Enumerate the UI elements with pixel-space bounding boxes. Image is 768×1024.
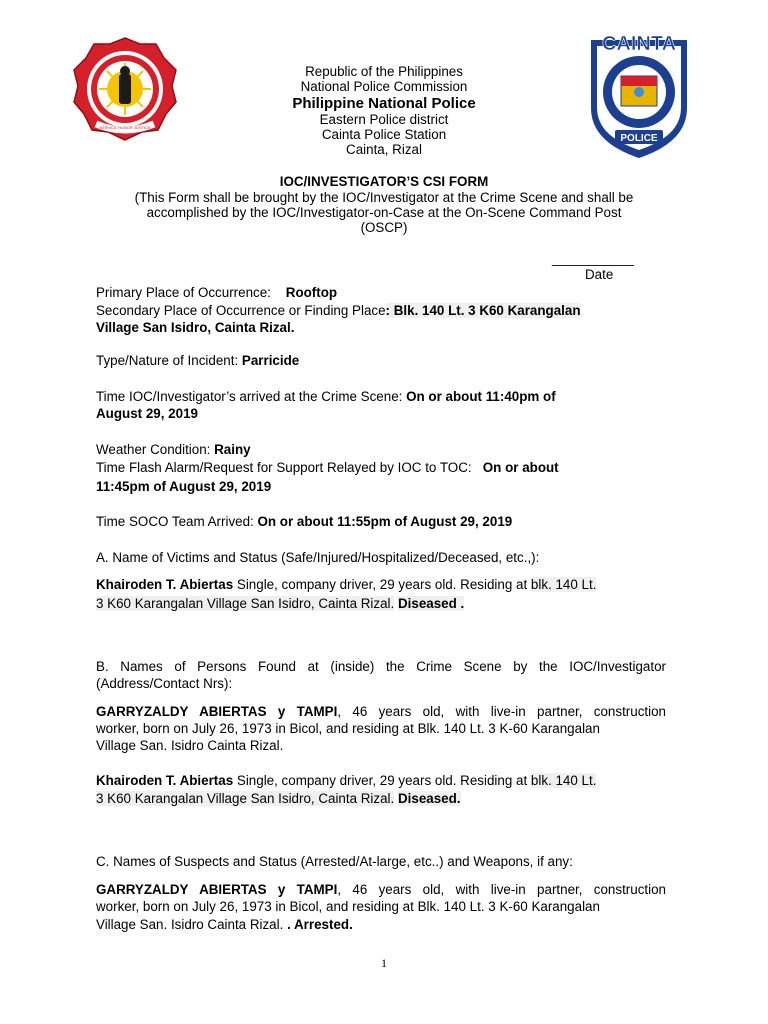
suspect-name: GARRYZALDY ABIERTAS y TAMPI <box>96 882 338 897</box>
person2-description: Single, company driver, 29 years old. Residing at <box>236 773 528 788</box>
person2-address-start: blk. 140 Lt. <box>530 773 597 788</box>
section-b-person1-line2: worker, born on July 26, 1973 in Bicol, and residing at Blk. 140 Lt. 3 K-60 Karangalan <box>96 721 600 736</box>
date-blank-line: ___________ <box>552 251 634 266</box>
person2-status: Diseased. <box>397 791 461 806</box>
header-district: Eastern Police district <box>319 112 449 127</box>
section-c-suspect-line2: worker, born on July 26, 1973 in Bicol, and residing at Blk. 140 Lt. 3 K-60 Karangalan <box>96 899 600 914</box>
header-napolcom: National Police Commission <box>300 79 468 94</box>
date-label: Date <box>585 267 614 282</box>
secondary-place-value-cont: Village San Isidro, Cainta Rizal. <box>96 320 295 335</box>
person2-address-cont: 3 K60 Karangalan Village San Isidro, Cainta Rizal. <box>96 791 395 806</box>
pnp-seal-motto: SERVICE HONOR JUSTICE <box>99 125 151 130</box>
primary-place-line <box>96 285 337 300</box>
soco-line <box>96 514 512 529</box>
flash-alarm-label: Time Flash Alarm/Request for Support Relayed by IOC to TOC: <box>96 460 472 475</box>
form-title: IOC/INVESTIGATOR’S CSI FORM <box>279 174 489 189</box>
form-instruction-3: (OSCP) <box>360 220 408 235</box>
section-b-person2-line2 <box>96 791 461 806</box>
page-number: 1 <box>381 956 387 970</box>
arrival-label: Time IOC/Investigator’s arrived at the Crime Scene: <box>96 389 403 404</box>
section-a-victim-line2 <box>96 596 464 611</box>
soco-value: On or about 11:55pm of August 29, 2019 <box>257 514 513 529</box>
header-location: Cainta, Rizal <box>346 142 422 157</box>
arrival-value-cont: August 29, 2019 <box>96 406 198 421</box>
section-c-suspect-line1 <box>96 882 666 897</box>
section-b-heading-cont: (Address/Contact Nrs): <box>96 676 233 691</box>
cainta-seal-police-label: POLICE <box>620 133 658 144</box>
victim-address-cont: 3 K60 Karangalan Village San Isidro, Cainta Rizal. <box>96 596 395 611</box>
primary-place-label: Primary Place of Occurrence: <box>96 285 271 300</box>
person1-name: GARRYZALDY ABIERTAS y TAMPI <box>96 704 338 719</box>
person1-desc: , 46 years old, with live-in partner, construction <box>337 704 666 719</box>
form-instruction-2: accomplished by the IOC/Investigator-on-Case at the On-Scene Command Post <box>146 205 622 220</box>
victim-name: Khairoden T. Abiertas <box>96 577 234 592</box>
secondary-place-value: : Blk. 140 Lt. 3 K60 Karangalan <box>385 303 581 318</box>
victim-description: Single, company driver, 29 years old. Residing at <box>236 577 528 592</box>
incident-line <box>96 353 299 368</box>
weather-line <box>96 442 251 457</box>
suspect-address-end: Village San. Isidro Cainta Rizal. <box>96 917 284 932</box>
person2-name: Khairoden T. Abiertas <box>96 773 234 788</box>
section-c-suspect-line3 <box>96 917 353 932</box>
suspect-desc: , 46 years old, with live-in partner, construction <box>337 882 666 897</box>
incident-label: Type/Nature of Incident: <box>96 353 239 368</box>
flash-alarm-line <box>96 460 559 475</box>
section-b-person1-line3: Village San. Isidro Cainta Rizal. <box>96 738 284 753</box>
form-instruction-1: (This Form shall be brought by the IOC/Investigator at the Crime Scene and shall be <box>134 190 634 205</box>
victim-status: Diseased . <box>397 596 465 611</box>
incident-value: Parricide <box>241 353 300 368</box>
section-a-victim-line1 <box>96 577 596 592</box>
secondary-place-line <box>96 303 581 318</box>
arrival-line <box>96 389 556 404</box>
primary-place-value: Rooftop <box>285 285 338 300</box>
weather-label: Weather Condition: <box>96 442 211 457</box>
soco-label: Time SOCO Team Arrived: <box>96 514 254 529</box>
arrival-value: On or about 11:40pm of <box>406 389 556 404</box>
flash-alarm-value: On or about <box>482 460 559 475</box>
section-a-heading: A. Name of Victims and Status (Safe/Injured/Hospitalized/Deceased, etc.,): <box>96 550 540 565</box>
header-pnp: Philippine National Police <box>292 95 476 112</box>
weather-value: Rainy <box>214 442 251 457</box>
section-b-person1-line1 <box>96 704 666 719</box>
secondary-place-label: Secondary Place of Occurrence or Finding Place <box>96 303 386 318</box>
cainta-seal-title: CAINTA <box>601 33 677 55</box>
section-b-heading: B. Names of Persons Found at (inside) the Crime Scene by the IOC/Investigator <box>96 659 666 674</box>
suspect-status: . Arrested. <box>287 917 353 932</box>
section-b-person2-line1 <box>96 773 596 788</box>
header-station: Cainta Police Station <box>321 127 447 142</box>
section-c-heading: C. Names of Suspects and Status (Arrested/At-large, etc..) and Weapons, if any: <box>96 854 573 869</box>
header-republic: Republic of the Philippines <box>305 64 463 79</box>
flash-alarm-value-cont: 11:45pm of August 29, 2019 <box>96 479 272 494</box>
victim-address-start: blk. 140 Lt. <box>530 577 597 592</box>
